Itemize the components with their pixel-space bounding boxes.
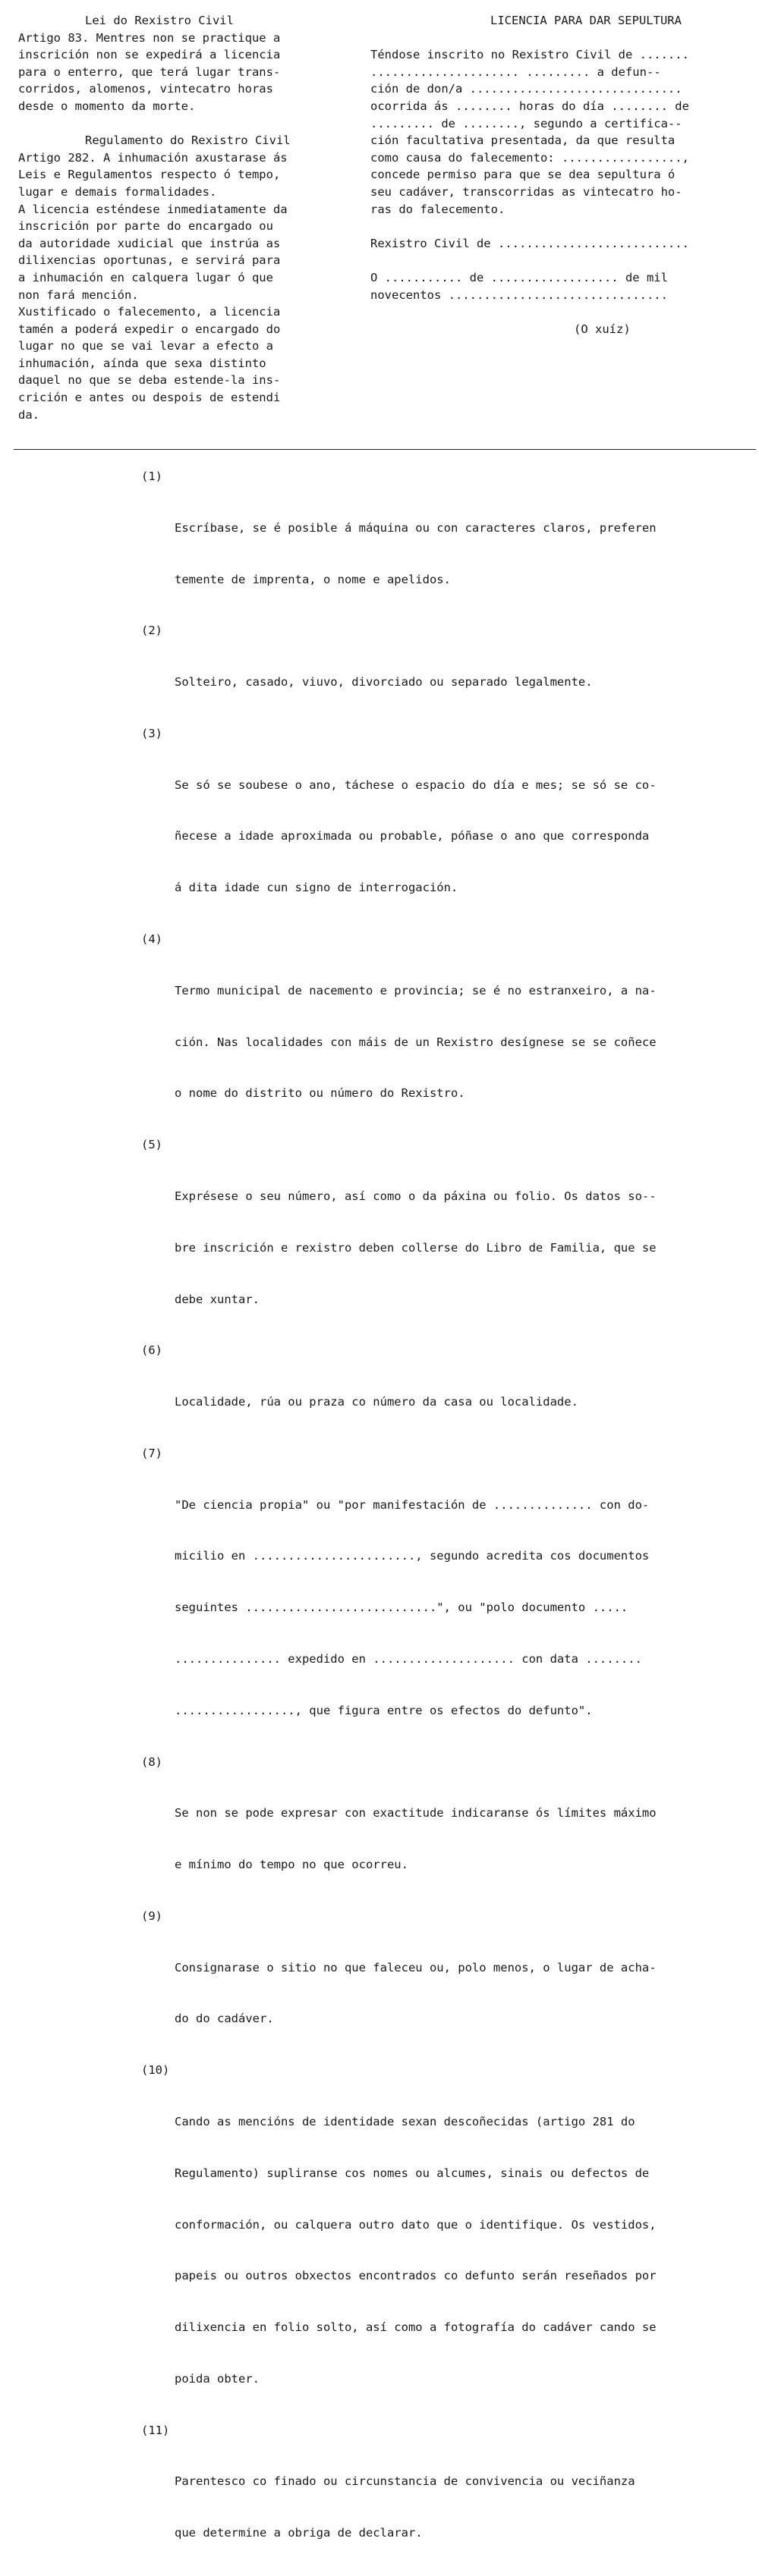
footnote-text: Localidade, rúa ou praza co número da casa ou localidade. — [175, 1395, 578, 1409]
license-body — [370, 46, 750, 218]
footnote — [141, 1136, 757, 1342]
footnote — [141, 2062, 757, 2421]
footnote — [141, 1445, 757, 1754]
regulamento-article-282 — [18, 149, 337, 424]
footnote — [141, 1908, 757, 2062]
footnote-text: conformación, ou calquera outro dato que o identifique. Os vestidos, — [175, 2217, 657, 2232]
form-line: ción facultativa presentada, da que resulta — [370, 134, 676, 148]
footnote-text: Parentesco co finado ou circunstancia de convivencia ou veciñanza — [175, 2474, 635, 2489]
footnote-number: (3) — [141, 726, 162, 740]
footnote — [141, 725, 757, 931]
form-line: ......... de ........, segundo a certifica-- — [370, 116, 682, 130]
footnote — [141, 2422, 757, 2576]
footnote-text: bre inscrición e rexistro deben collerse do Libro de Familia, que se — [175, 1240, 657, 1255]
footnote-text: dilixencia en folio solto, así como a fotografía do cadáver cando se — [175, 2320, 657, 2335]
text-line: inhumación, aínda que sexa distinto — [18, 356, 266, 370]
footnote-text: Cando as mencións de identidade sexan descoñecidas (artigo 281 do — [175, 2115, 635, 2128]
section-divider — [14, 449, 756, 450]
footnote-number: (11) — [141, 2423, 170, 2437]
burial-license-form — [370, 12, 750, 338]
footnotes — [141, 468, 757, 2576]
footnote — [141, 1754, 757, 1908]
footnote-number: (5) — [141, 1138, 162, 1152]
text-line: da. — [18, 407, 39, 422]
footnote-text: debe xuntar. — [175, 1292, 260, 1306]
spacer — [370, 252, 750, 269]
text-line: daquel no que se deba estende-la ins- — [18, 373, 281, 388]
text-line: para o enterro, que terá lugar trans- — [18, 64, 281, 79]
footnote — [141, 931, 757, 1136]
footnote-text: e mínimo do tempo no que ocorreu. — [175, 1858, 408, 1872]
footnote-text: Se só se soubese o ano, táchese o espacio do día e mes; se só se co- — [175, 778, 657, 792]
regulamento-heading: Regulamento do Rexistro Civil — [85, 134, 291, 148]
footnote-text: "De ciencia propia" ou "por manifestación de .............. con do- — [175, 1497, 650, 1512]
spacer — [370, 30, 750, 47]
footnote-text: poida obter. — [175, 2371, 260, 2386]
text-line: Artigo 282. A inhumación axustarase ás — [18, 150, 288, 165]
date-line: novecentos ............................... — [370, 287, 668, 302]
text-line: crición e antes ou despois de estendi — [18, 391, 281, 405]
footnote-text: Regulamento) supliranse cos nomes ou alcumes, sinais ou defectos de — [175, 2166, 650, 2180]
text-line: a inhumación en calquera lugar ó que — [18, 270, 273, 284]
legal-text-column — [18, 12, 337, 423]
footnote-text: micilio en ......................., segundo acredita cos documentos — [175, 1549, 650, 1563]
signature-label: (O xuíz) — [574, 322, 631, 336]
footnote-text: Escríbase, se é posible á máquina ou con caracteres claros, preferen — [175, 520, 657, 535]
footnote-text: temente de imprenta, o nome e apelidos. — [175, 572, 451, 586]
footnote-text: ............... expedido en .................... con data ........ — [175, 1651, 642, 1666]
date-line: O ........... de .................. de mil — [370, 270, 668, 284]
form-line: ..................... ......... a defun-- — [370, 64, 661, 79]
form-line: Téndose inscrito no Rexistro Civil de ....... — [370, 48, 689, 62]
footnote-text: que determine a obriga de declarar. — [175, 2526, 423, 2540]
footnote-number: (9) — [141, 1908, 162, 1923]
text-line: inscrición por parte do encargado ou — [18, 219, 273, 234]
footnote-number: (10) — [141, 2063, 170, 2078]
footnote-text: Se non se pode expresar con exactitude indicaranse ós límites máximo — [175, 1806, 657, 1820]
form-line: concede permiso para que se dea sepultura ó — [370, 168, 676, 182]
footnote-text: seguintes ...........................", ou "polo documento ..... — [175, 1601, 628, 1615]
text-line: da autoridade xudicial que instrúa as — [18, 236, 281, 250]
footnote-text: papeis ou outros obxectos encontrados co defunto serán reseñados por — [175, 2269, 657, 2283]
footnote-number: (4) — [141, 932, 162, 947]
form-line: ción de don/a .............................. — [370, 82, 682, 96]
text-line: lugar no que se vai levar a efecto a — [18, 339, 273, 353]
footnote-number: (1) — [141, 470, 162, 483]
footnote-text: Solteiro, casado, viuvo, divorciado ou separado legalmente. — [175, 675, 593, 690]
text-line: A licencia esténdese inmediatamente da — [18, 202, 288, 216]
footnote-number: (7) — [141, 1446, 162, 1460]
footnote-text: ción. Nas localidades con máis de un Rexistro desígnese se se coñece — [175, 1035, 657, 1049]
footnote — [141, 468, 757, 622]
text-line: desde o momento da morte. — [18, 99, 196, 113]
form-line: seu cadáver, transcorridas as vintecatro ho- — [370, 184, 682, 199]
footnote-text: Consignarase o sitio no que faleceu ou, polo menos, o lugar de acha- — [175, 1960, 657, 1974]
text-line: lugar e demais formalidades. — [18, 184, 217, 199]
lei-heading: Lei do Rexistro Civil — [85, 14, 234, 27]
footnote-number: (6) — [141, 1343, 162, 1358]
footnote-text: ................., que figura entre os efectos do defunto". — [175, 1703, 593, 1717]
footnote — [141, 622, 757, 725]
footnote-number: (2) — [141, 624, 162, 638]
text-line: corridos, alomenos, vintecatro horas — [18, 82, 273, 96]
registry-line: Rexistro Civil de ........................... — [370, 236, 689, 250]
footnote-text: Exprésese o seu número, así como o da páxina ou folio. Os datos so-- — [175, 1189, 657, 1203]
text-line: Xustificado o falecemento, a licencia — [18, 305, 281, 319]
form-title: LICENCIA PARA DAR SEPULTURA — [490, 14, 682, 27]
footnote — [141, 1342, 757, 1445]
footnote-text: á dita idade cun signo de interrogación. — [175, 881, 458, 895]
text-line: non fará mención. — [18, 287, 139, 302]
footnote-text: Termo municipal de nacemento e provincia; se é no estranxeiro, a na- — [175, 983, 657, 997]
lei-article-83 — [18, 30, 337, 115]
spacer — [370, 303, 750, 321]
form-line: como causa do falecemento: ................., — [370, 150, 689, 165]
text-line: dilixencias oportunas, e servirá para — [18, 253, 281, 268]
footnote-number: (8) — [141, 1755, 162, 1769]
text-line: Leis e Regulamentos respecto ó tempo, — [18, 168, 281, 182]
form-line: ras do falecemento. — [370, 202, 505, 216]
footnote-text: ñecese a idade aproximada ou probable, póñase o ano que corresponda — [175, 829, 650, 843]
footnote-text: do do cadáver. — [175, 2012, 274, 2026]
spacer — [18, 115, 337, 133]
text-line: Artigo 83. Mentres non se practique a — [18, 30, 281, 45]
footnote-text: o nome do distrito ou número do Rexistro. — [175, 1086, 465, 1101]
text-line: inscrición non se expedirá a licencia — [18, 48, 281, 62]
text-line: tamén a poderá expedir o encargado do — [18, 322, 281, 336]
form-line: ocorrida ás ........ horas do día ........ de — [370, 99, 689, 113]
spacer — [370, 218, 750, 235]
